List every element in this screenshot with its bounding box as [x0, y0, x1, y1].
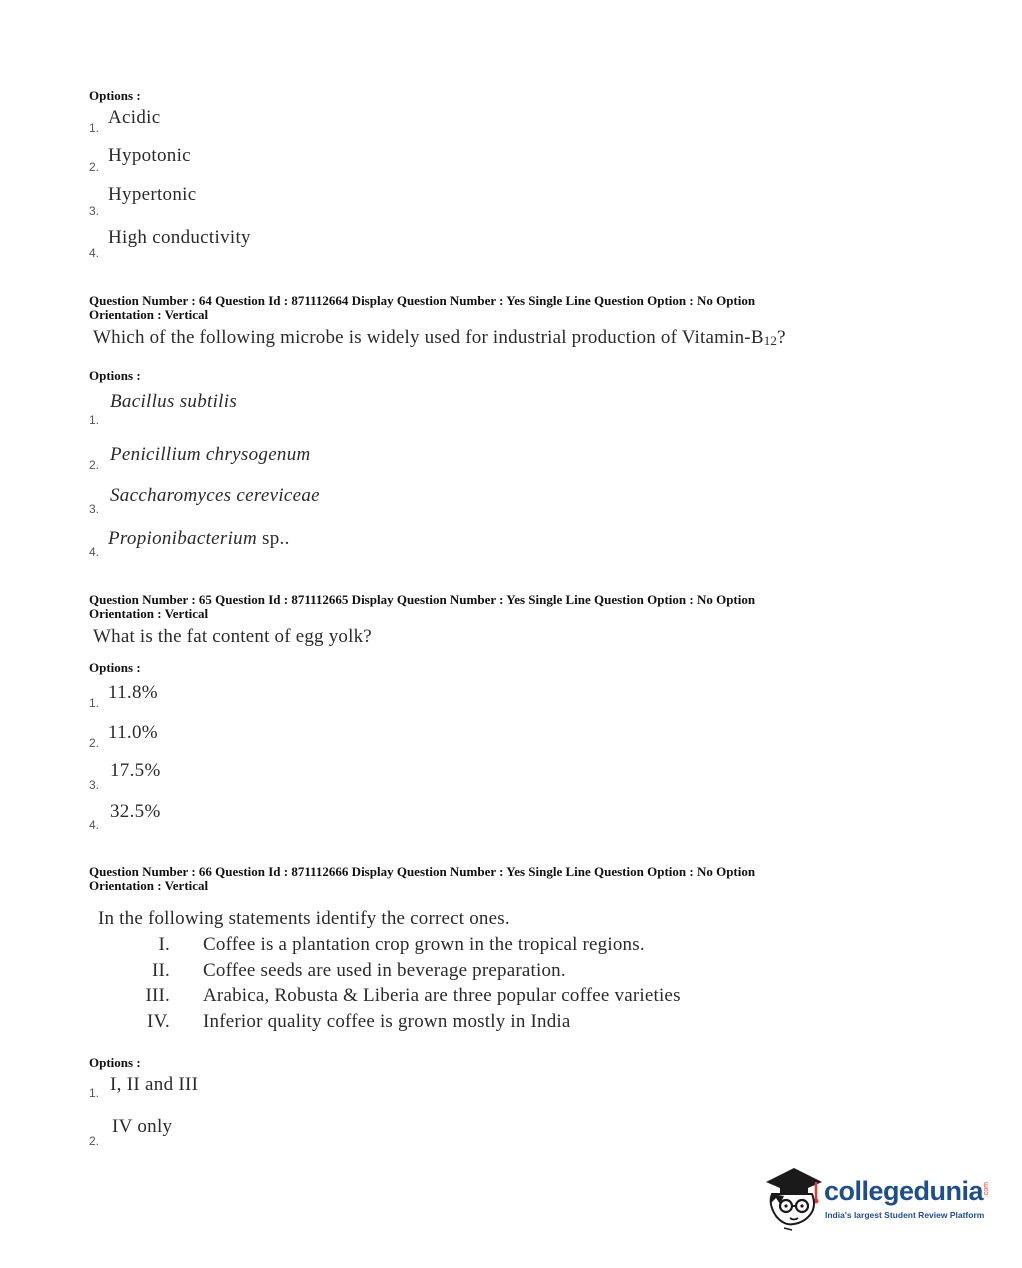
option-text: I, II and III [110, 1074, 199, 1095]
question-meta [89, 865, 849, 893]
statement-text: Inferior quality coffee is grown mostly in India [203, 1011, 571, 1032]
option-text: 32.5% [110, 801, 161, 822]
option-number: 2. [89, 736, 100, 750]
option-text: Acidic [108, 107, 161, 128]
option-number: 3. [89, 778, 100, 792]
options-label: Options : [89, 88, 141, 103]
question-meta-line2: Orientation : Vertical [89, 307, 209, 322]
option-number: 4. [89, 545, 100, 559]
option-text [108, 528, 290, 550]
option-text-rest: sp.. [257, 528, 290, 549]
question-meta-line1: Question Number : 65 Question Id : 871112665 Display Question Number : Yes Single Line Question Option : No Option [89, 592, 756, 607]
question-text-main: Which of the following microbe is widely used for industrial production of Vitamin-B [93, 327, 764, 348]
option-text: Bacillus subtilis [110, 391, 238, 412]
option-number: 1. [89, 121, 100, 135]
option-number: 3. [89, 204, 100, 218]
logo-domain: .com [983, 1182, 990, 1198]
option-text: High conductivity [108, 227, 251, 248]
option-number: 1. [89, 1086, 100, 1100]
statement-text: Coffee seeds are used in beverage preparation. [203, 960, 566, 981]
statement-numeral: II. [151, 960, 170, 981]
option-text: 11.8% [108, 682, 158, 703]
statement-text: Arabica, Robusta & Liberia are three popular coffee varieties [203, 985, 681, 1006]
option-text: Hypertonic [108, 184, 197, 205]
options-label: Options : [89, 660, 141, 675]
option-number: 1. [89, 696, 100, 710]
option-number: 2. [89, 458, 100, 472]
option-number: 2. [89, 1134, 100, 1148]
question-meta [89, 294, 849, 322]
option-text: Penicillium chrysogenum [110, 444, 311, 465]
option-number: 4. [89, 818, 100, 832]
option-text: Hypotonic [108, 145, 191, 166]
statement-numeral: IV. [147, 1011, 170, 1032]
option-text: Saccharomyces cereviceae [110, 485, 320, 506]
question-text: In the following statements identify the correct ones. [98, 908, 510, 929]
option-text-italic: Propionibacterium [108, 528, 257, 549]
question-meta-line1: Question Number : 64 Question Id : 871112664 Display Question Number : Yes Single Line Question Option : No Option [89, 293, 756, 308]
collegedunia-logo [762, 1160, 990, 1232]
question-meta-line2: Orientation : Vertical [89, 878, 209, 893]
option-number: 4. [89, 246, 100, 260]
option-number: 2. [89, 160, 100, 174]
question-text [93, 327, 786, 349]
option-text: IV only [112, 1116, 173, 1137]
options-label: Options : [89, 368, 141, 383]
option-number: 1. [89, 413, 100, 427]
option-text: 17.5% [110, 760, 161, 781]
statement-text: Coffee is a plantation crop grown in the tropical regions. [203, 934, 645, 955]
statement-numeral: III. [145, 985, 170, 1006]
question-text-end: ? [777, 327, 786, 348]
question-text: What is the fat content of egg yolk? [93, 626, 372, 647]
options-label: Options : [89, 1055, 141, 1070]
option-text: 11.0% [108, 722, 158, 743]
question-meta [89, 593, 849, 621]
graduate-mascot-icon [762, 1160, 824, 1232]
question-text-subscript: 12 [763, 333, 778, 348]
logo-tagline: India's largest Student Review Platform [825, 1210, 985, 1220]
statement-numeral: I. [158, 934, 170, 955]
option-number: 3. [89, 502, 100, 516]
question-meta-line1: Question Number : 66 Question Id : 871112666 Display Question Number : Yes Single Line Question Option : No Option [89, 864, 756, 879]
question-meta-line2: Orientation : Vertical [89, 606, 209, 621]
logo-wordmark: collegedunia [824, 1176, 984, 1206]
